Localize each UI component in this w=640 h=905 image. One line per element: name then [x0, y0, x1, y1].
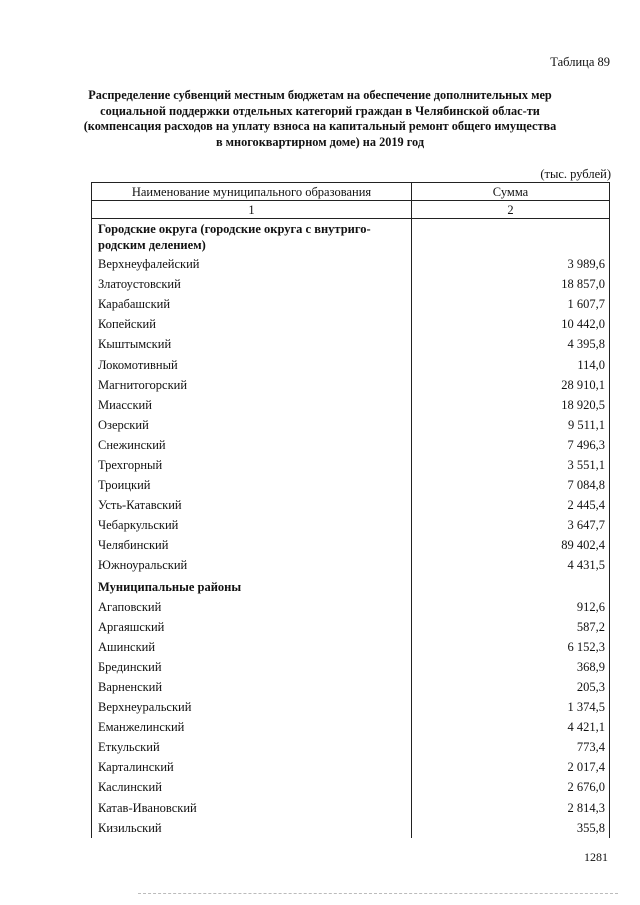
amount-value: 4 421,1	[412, 717, 610, 737]
municipality-name: Аргаяшский	[92, 617, 412, 637]
municipality-name: Брединский	[92, 657, 412, 677]
header-row	[92, 183, 610, 201]
table-row	[92, 818, 610, 838]
table-row	[92, 375, 610, 395]
table-row	[92, 717, 610, 737]
amount-value: 4 395,8	[412, 334, 610, 354]
section-row-urban	[92, 219, 610, 255]
table-row	[92, 777, 610, 797]
amount-value: 2 814,3	[412, 798, 610, 818]
amount-value: 1 607,7	[412, 294, 610, 314]
table-row	[92, 597, 610, 617]
amount-value: 2 445,4	[412, 495, 610, 515]
municipality-name: Карталинский	[92, 757, 412, 777]
section-title-urban: Городские округа (городские округа с внутриго-родским делением)	[92, 219, 412, 255]
header-name: Наименование муниципального образования	[92, 183, 412, 201]
municipality-name: Агаповский	[92, 597, 412, 617]
amount-value: 3 989,6	[412, 254, 610, 274]
amount-value: 18 920,5	[412, 395, 610, 415]
municipality-name: Магнитогорский	[92, 375, 412, 395]
units-label: (тыс. рублей)	[540, 167, 611, 181]
amount-value: 114,0	[412, 354, 610, 374]
table-row	[92, 535, 610, 555]
municipality-name: Златоустовский	[92, 274, 412, 294]
amount-value: 4 431,5	[412, 555, 610, 575]
municipality-name: Ашинский	[92, 637, 412, 657]
municipality-name: Еманжелинский	[92, 717, 412, 737]
amount-value: 3 647,7	[412, 515, 610, 535]
table-row	[92, 697, 610, 717]
amount-value: 2 017,4	[412, 757, 610, 777]
amount-value: 9 511,1	[412, 415, 610, 435]
municipality-name: Копейский	[92, 314, 412, 334]
header-num-2: 2	[412, 201, 610, 219]
table-row	[92, 617, 610, 637]
header-sum: Сумма	[412, 183, 610, 201]
table-row	[92, 274, 610, 294]
amount-value: 6 152,3	[412, 637, 610, 657]
municipality-name: Снежинский	[92, 435, 412, 455]
municipality-name: Челябинский	[92, 535, 412, 555]
amount-value: 773,4	[412, 737, 610, 757]
footer-divider	[138, 893, 618, 896]
section-row-districts	[92, 576, 610, 597]
amount-value: 1 374,5	[412, 697, 610, 717]
amount-value: 28 910,1	[412, 375, 610, 395]
amount-value: 205,3	[412, 677, 610, 697]
amount-value: 18 857,0	[412, 274, 610, 294]
amount-value: 2 676,0	[412, 777, 610, 797]
table-row	[92, 455, 610, 475]
table-row	[92, 677, 610, 697]
header-numbers-row	[92, 201, 610, 219]
amount-value: 355,8	[412, 818, 610, 838]
table-row	[92, 294, 610, 314]
amount-value: 587,2	[412, 617, 610, 637]
table-row	[92, 657, 610, 677]
municipality-name: Южноуральский	[92, 555, 412, 575]
municipality-name: Миасский	[92, 395, 412, 415]
amount-value: 10 442,0	[412, 314, 610, 334]
municipality-name: Карабашский	[92, 294, 412, 314]
table-row	[92, 798, 610, 818]
document-title: Распределение субвенций местным бюджетам на обеспечение дополнительных мер социальной поддержки отдельных категорий граждан в Челябинской облас-ти (компенсация расходов на уплату взноса на капитальный ремонт общего имущества в многоквартирном доме) на 2019 год	[83, 88, 557, 149]
municipality-name: Озерский	[92, 415, 412, 435]
table-row	[92, 435, 610, 455]
table-row	[92, 334, 610, 354]
municipality-name: Чебаркульский	[92, 515, 412, 535]
table-row	[92, 314, 610, 334]
amount-value: 7 496,3	[412, 435, 610, 455]
section-title-districts: Муниципальные районы	[92, 576, 412, 597]
municipality-name: Усть-Катавский	[92, 495, 412, 515]
table-row	[92, 395, 610, 415]
municipality-name: Троицкий	[92, 475, 412, 495]
municipality-name: Кыштымский	[92, 334, 412, 354]
table-row	[92, 254, 610, 274]
amount-value: 3 551,1	[412, 455, 610, 475]
municipality-name: Варненский	[92, 677, 412, 697]
municipality-name: Еткульский	[92, 737, 412, 757]
table-row	[92, 354, 610, 374]
municipality-name: Каслинский	[92, 777, 412, 797]
amount-value: 912,6	[412, 597, 610, 617]
table-row	[92, 555, 610, 575]
municipality-name: Кизильский	[92, 818, 412, 838]
subvention-table	[91, 182, 610, 838]
page-number: 1281	[584, 850, 608, 864]
table-row	[92, 475, 610, 495]
municipality-name: Катав-Ивановский	[92, 798, 412, 818]
table-row	[92, 515, 610, 535]
amount-value: 368,9	[412, 657, 610, 677]
table-row	[92, 415, 610, 435]
amount-value: 7 084,8	[412, 475, 610, 495]
table-row	[92, 495, 610, 515]
table-row	[92, 737, 610, 757]
table-row	[92, 637, 610, 657]
header-num-1: 1	[92, 201, 412, 219]
municipality-name: Локомотивный	[92, 354, 412, 374]
municipality-name: Трехгорный	[92, 455, 412, 475]
table-row	[92, 757, 610, 777]
municipality-name: Верхнеуфалейский	[92, 254, 412, 274]
table-label: Таблица 89	[550, 55, 610, 69]
municipality-name: Верхнеуральский	[92, 697, 412, 717]
amount-value: 89 402,4	[412, 535, 610, 555]
